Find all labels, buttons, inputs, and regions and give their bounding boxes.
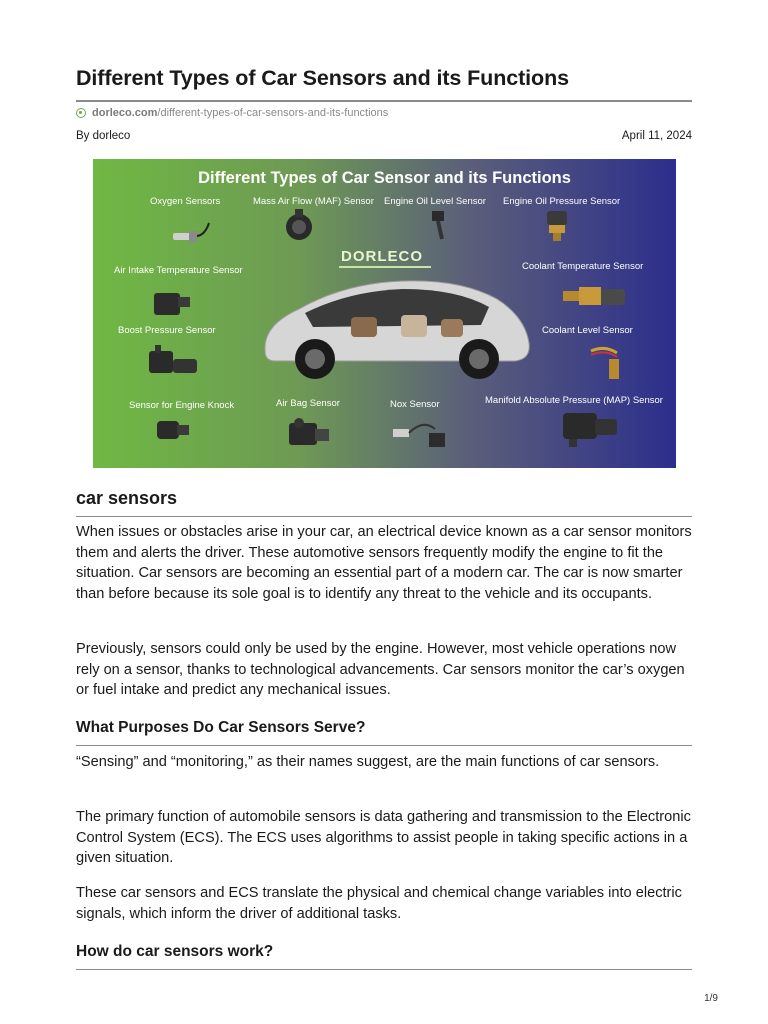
hero-image-title: Different Types of Car Sensor and its Functions: [198, 169, 571, 187]
source-domain: dorleco.com: [92, 107, 158, 119]
label-map-sensor: Manifold Absolute Pressure (MAP) Sensor: [485, 395, 663, 406]
label-boost-sensor: Boost Pressure Sensor: [118, 325, 216, 336]
label-maf-sensor: Mass Air Flow (MAF) Sensor: [253, 196, 374, 207]
source-link[interactable]: [76, 107, 388, 119]
section-heading-purposes: What Purposes Do Car Sensors Serve?: [76, 719, 366, 736]
section-heading-how-sensors-work: How do car sensors work?: [76, 943, 274, 960]
label-coolant-level-sensor: Coolant Level Sensor: [542, 325, 633, 336]
nox-sensor-icon: [389, 415, 449, 455]
site-favicon-icon: [76, 108, 86, 118]
source-path: /different-types-of-car-sensors-and-its-functions: [157, 107, 389, 119]
title-divider: [76, 100, 692, 102]
section-heading-car-sensors: car sensors: [76, 488, 178, 508]
logo-tagline-bar: [339, 266, 431, 268]
byline: By dorleco: [76, 130, 131, 142]
paragraph: The primary function of automobile sensors is data gathering and transmission to the Electronic Control System (ECS). The ECS uses algorithms to assist people in taking specific actions in a given situation.: [76, 809, 691, 866]
label-coolant-temp-sensor: Coolant Temperature Sensor: [522, 261, 644, 272]
coolant-level-sensor-icon: [587, 341, 627, 387]
label-nox-sensor: Nox Sensor: [390, 399, 440, 410]
label-knock-sensor: Sensor for Engine Knock: [129, 400, 235, 411]
publish-date: April 11, 2024: [621, 130, 692, 142]
map-sensor-icon: [555, 405, 621, 451]
label-oil-level-sensor: Engine Oil Level Sensor: [384, 196, 486, 207]
air-intake-sensor-icon: [150, 285, 194, 323]
hero-image: [93, 159, 676, 468]
airbag-sensor-icon: [285, 413, 335, 453]
knock-sensor-icon: [151, 415, 195, 445]
paragraph: “Sensing” and “monitoring,” as their names suggest, are the main functions of car sensors.: [76, 754, 660, 770]
page-number: 1/9: [704, 993, 718, 1004]
paragraph: These car sensors and ECS translate the physical and chemical change variables into electric signals, which inform the driver of additional tasks.: [76, 885, 682, 922]
boost-sensor-icon: [143, 343, 203, 387]
label-airbag-sensor: Air Bag Sensor: [276, 398, 340, 409]
label-oxygen-sensors: Oxygen Sensors: [150, 196, 221, 207]
paragraph: Previously, sensors could only be used by the engine. However, most vehicle operations now rely on a sensor, thanks to technological advancements. Car sensors monitor the car’s oxygen or fuel intake and predict any mechanical issues.: [76, 641, 685, 698]
label-oil-pressure-sensor: Engine Oil Pressure Sensor: [503, 196, 621, 207]
article-title: Different Types of Car Sensors and its Functions: [76, 66, 569, 90]
concept-car-illustration: [253, 273, 538, 385]
label-air-intake-sensor: Air Intake Temperature Sensor: [114, 265, 243, 276]
paragraph: When issues or obstacles arise in your car, an electrical device known as a car sensor monitors them and alerts the driver. These automotive sensors frequently modify the engine to fit the situation. Car sensors are becoming an essential part of a modern car. The car is now smarter than before because its sole goal is to identify any threat to the vehicle and its occupants.: [76, 524, 692, 602]
section-divider: [76, 745, 692, 746]
oil-pressure-sensor-icon: [539, 207, 575, 243]
maf-sensor-icon: [281, 207, 317, 243]
section-divider: [76, 969, 692, 970]
coolant-temp-sensor-icon: [561, 277, 631, 317]
section-divider: [76, 516, 692, 517]
oil-level-sensor-icon: [426, 207, 452, 241]
oxygen-sensor-icon: [171, 215, 211, 247]
dorleco-logo: DORLECO: [341, 248, 423, 265]
